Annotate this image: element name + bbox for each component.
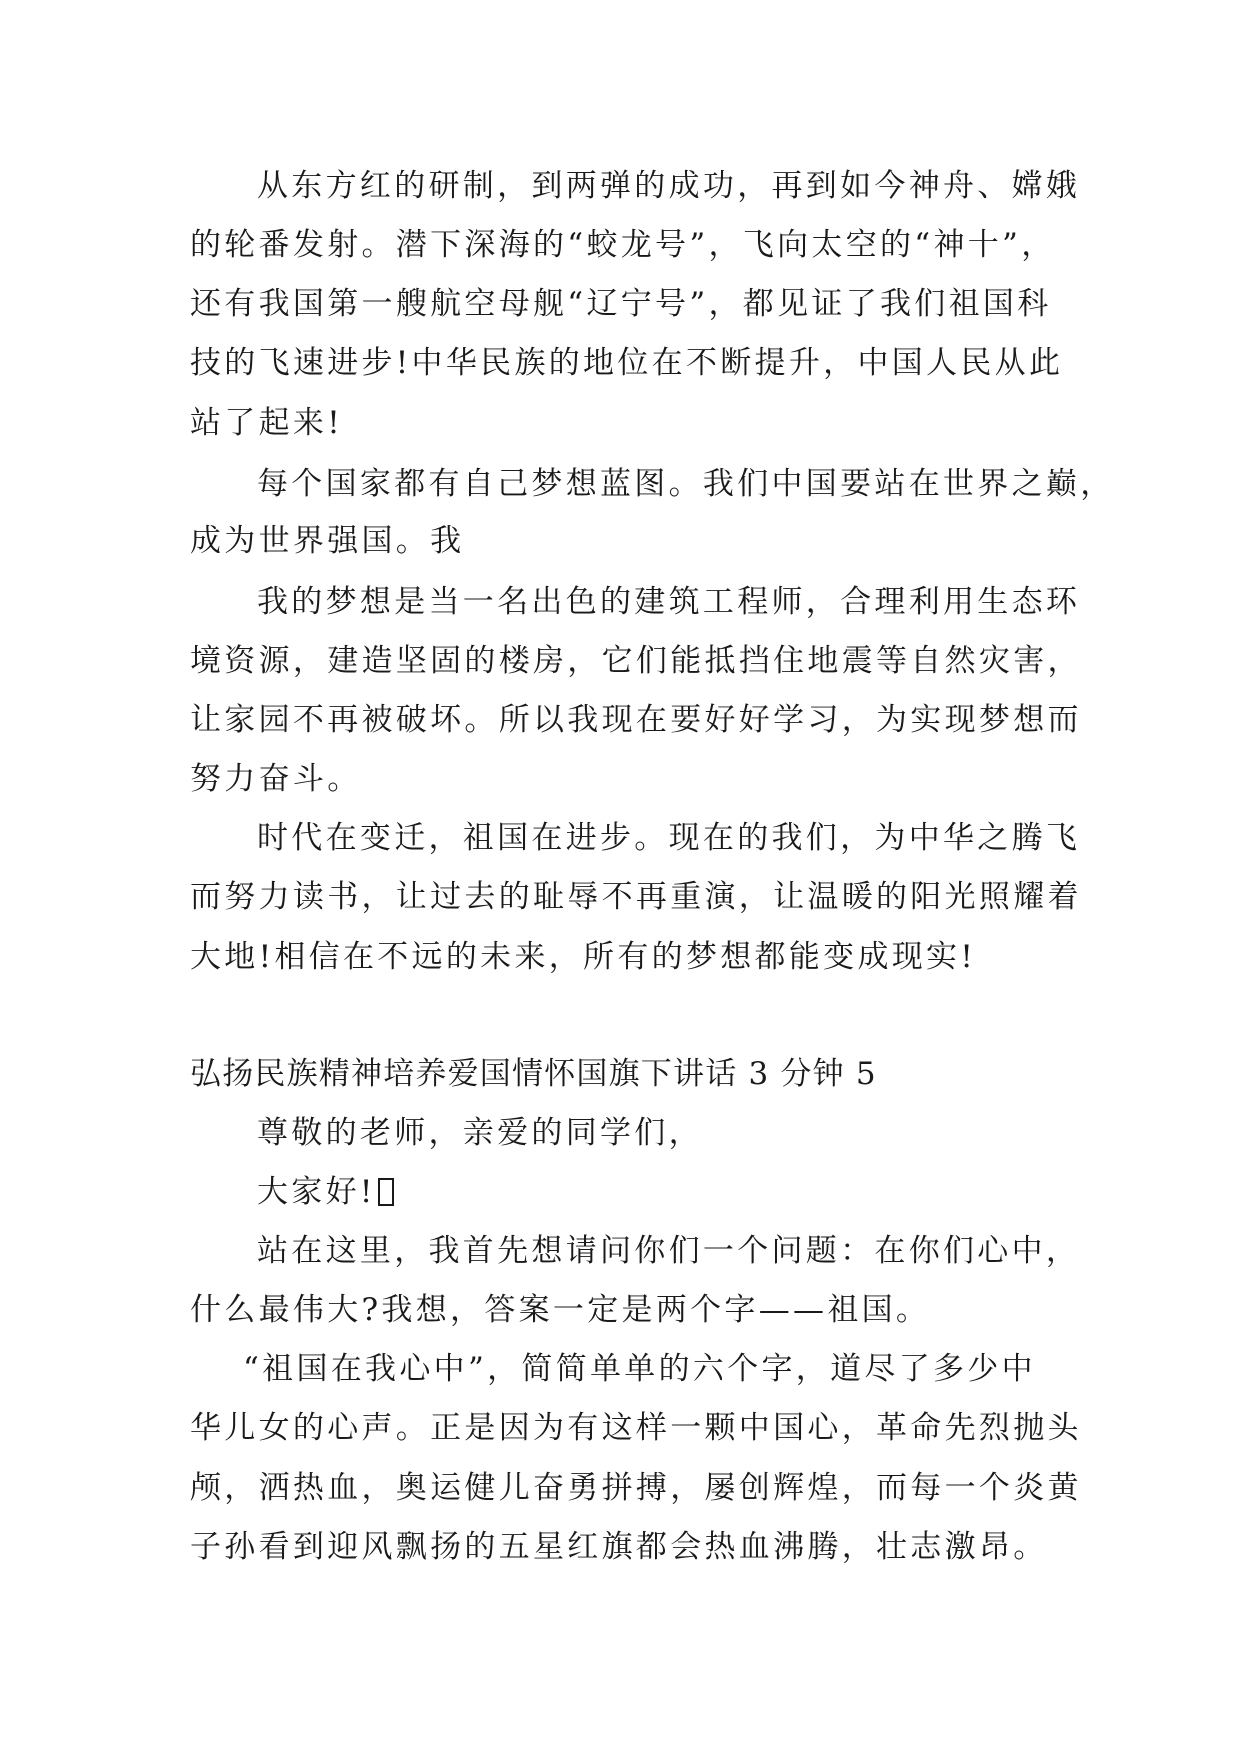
paragraph-6-line-1: “祖国在我心中”，简简单单的六个字，道尽了多少中 (243, 1351, 1036, 1387)
paragraph-4-line-3: 大地!相信在不远的未来，所有的梦想都能变成现实! (190, 939, 977, 975)
greeting-line (257, 1172, 1077, 1212)
paragraph-1-line-5: 站了起来! (190, 405, 343, 441)
paragraph-2-line-1: 每个国家都有自己梦想蓝图。我们中国要站在世界之巅， (257, 466, 1115, 502)
section-title: 弘扬民族精神培养爱国情怀国旗下讲话 3 分钟 5 (190, 1056, 877, 1092)
paragraph-5-line-2: 什么最伟大?我想，答案一定是两个字——祖国。 (190, 1292, 931, 1328)
paragraph-2-line-2: 成为世界强国。我 (190, 523, 465, 559)
salutation: 尊敬的老师，亲爱的同学们， (257, 1115, 703, 1151)
paragraph-6-line-2: 华儿女的心声。正是因为有这样一颗中国心，革命先烈抛头 (190, 1410, 1082, 1446)
greeting: 大家好! (257, 1174, 376, 1210)
paragraph-3-line-3: 让家园不再被破坏。所以我现在要好好学习，为实现梦想而 (190, 702, 1082, 738)
paragraph-3-line-1: 我的梦想是当一名出色的建筑工程师，合理利用生态环 (257, 584, 1081, 620)
paragraph-1-line-2: 的轮番发射。潜下深海的“蛟龙号”，飞向太空的“神十”， (190, 227, 1056, 263)
paragraph-6-line-4: 子孙看到迎风飘扬的五星红旗都会热血沸腾，壮志激昂。 (190, 1529, 1048, 1565)
paragraph-3-line-4: 努力奋斗。 (190, 761, 362, 797)
paragraph-1-line-3: 还有我国第一艘航空母舰“辽宁号”，都见证了我们祖国科 (190, 286, 1052, 322)
paragraph-4-line-1: 时代在变迁，祖国在进步。现在的我们，为中华之腾飞 (257, 820, 1081, 856)
paragraph-4-line-2: 而努力读书，让过去的耻辱不再重演，让温暖的阳光照耀着 (190, 879, 1082, 915)
paragraph-1-line-4: 技的飞速进步!中华民族的地位在不断提升，中国人民从此 (190, 345, 1064, 381)
paragraph-1-line-1: 从东方红的研制，到两弹的成功，再到如今神舟、嫦娥 (257, 168, 1081, 204)
paragraph-6-line-3: 颅，洒热血，奥运健儿奋勇拼搏，屡创辉煌，而每一个炎黄 (190, 1470, 1082, 1506)
paragraph-5-line-1: 站在这里，我首先想请问你们一个问题：在你们心中， (257, 1233, 1081, 1269)
missing-glyph-box (378, 1178, 394, 1206)
paragraph-3-line-2: 境资源，建造坚固的楼房，它们能抵挡住地震等自然灾害， (190, 643, 1082, 679)
